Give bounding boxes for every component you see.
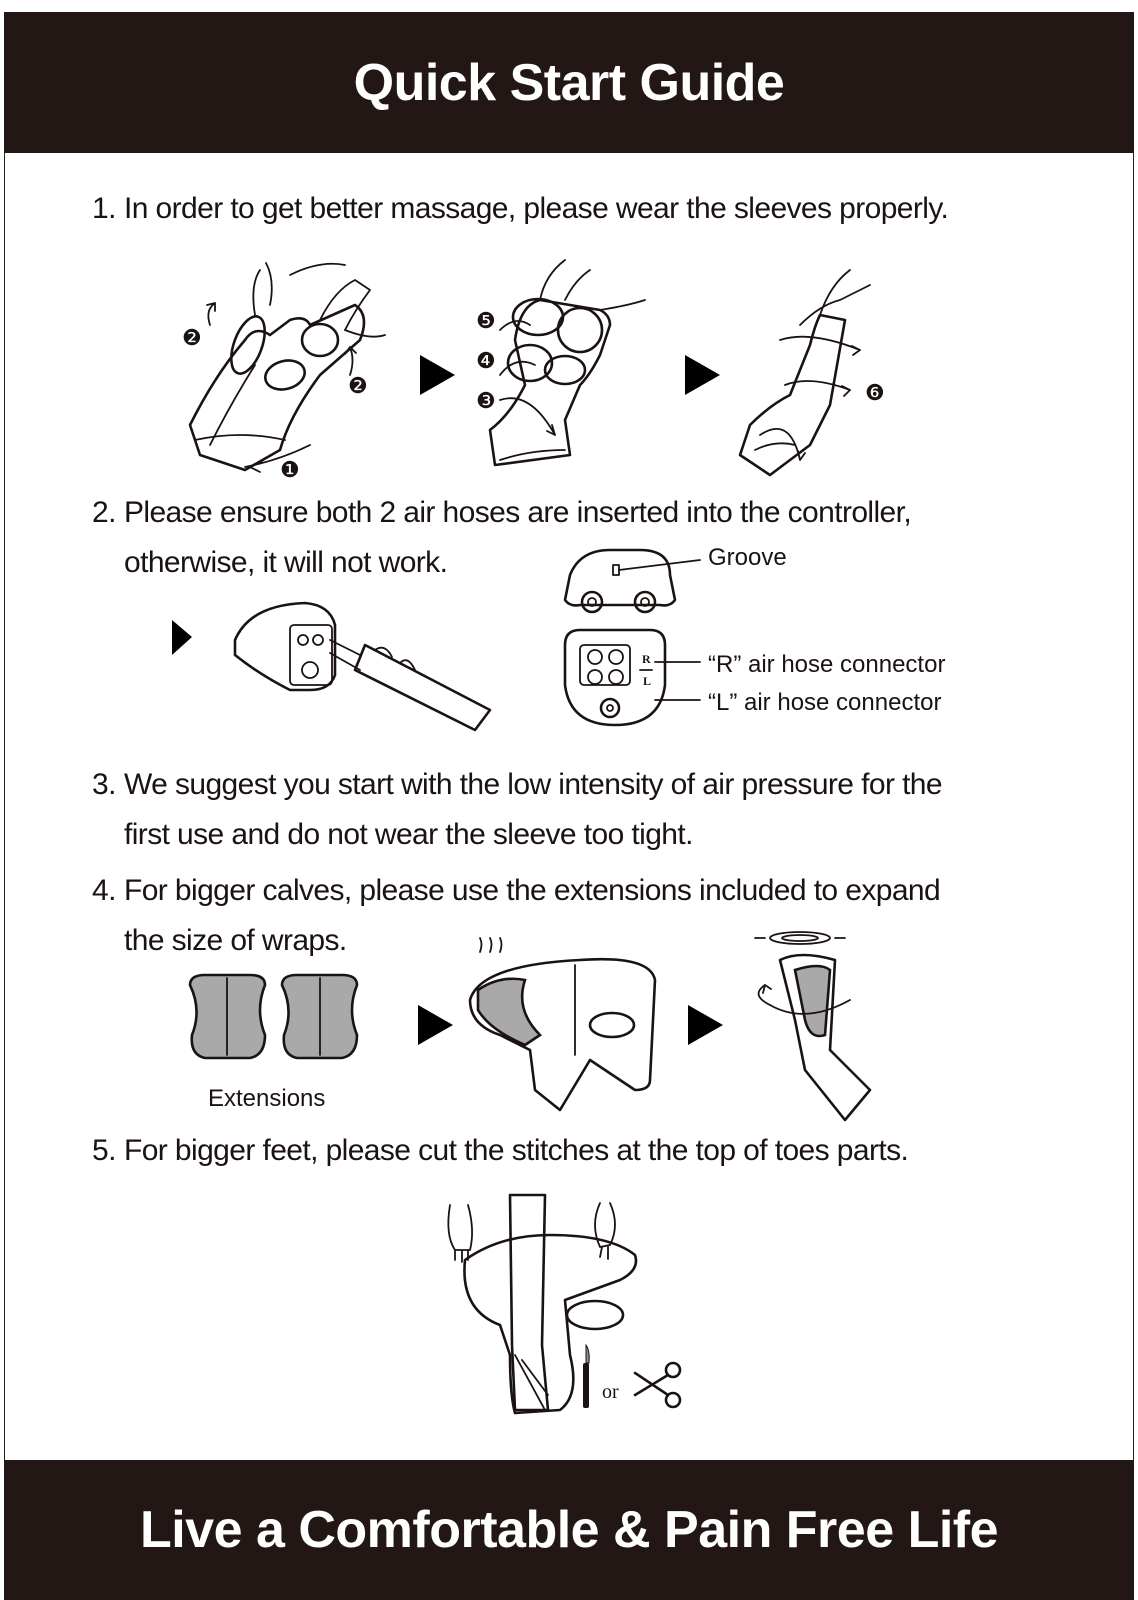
knife-icon (583, 1345, 589, 1408)
r-connector-label: “R” air hose connector (708, 651, 946, 678)
step-1 (92, 184, 948, 234)
step-number: 1. (92, 192, 116, 225)
port-letter-l: L (643, 674, 652, 688)
marker-3: ❸ (476, 388, 496, 413)
step-text: Please ensure both 2 air hoses are inserted into the controller, (124, 496, 912, 529)
figure-cut-stitches (440, 1195, 700, 1445)
figure-extensions (180, 940, 900, 1140)
sleeve-worn-extended-illustration (755, 932, 870, 1120)
step-3 (92, 760, 942, 860)
marker-5: ❺ (476, 308, 496, 333)
sleeve-with-extension-illustration (470, 938, 655, 1110)
arrow-right-icon (688, 1005, 723, 1045)
marker-4: ❹ (476, 348, 496, 373)
step-text-continued: otherwise, it will not work. (124, 546, 448, 579)
step-text-continued: first use and do not wear the sleeve too tight. (124, 818, 693, 851)
sleeve-open-illustration (190, 263, 385, 472)
step-number: 3. (92, 768, 116, 801)
sleeve-worn-illustration (740, 270, 870, 475)
arrow-right-icon (685, 355, 720, 395)
or-label: or (602, 1381, 619, 1403)
controller-with-hoses-illustration (235, 603, 490, 730)
scissors-icon (635, 1363, 680, 1407)
step-text: In order to get better massage, please wear the sleeves properly. (124, 192, 949, 225)
marker-2-right: ❷ (348, 373, 368, 398)
marker-6: ❻ (865, 380, 885, 405)
step-text-continued: the size of wraps. (124, 924, 347, 957)
figure-hose-connection (170, 545, 990, 745)
extension-pads-illustration (190, 975, 357, 1058)
figure-wear-sleeves (170, 245, 910, 485)
marker-1: ❶ (280, 457, 300, 482)
header-banner (4, 12, 1134, 153)
l-connector-label: “L” air hose connector (708, 689, 942, 716)
sleeve-wrapping-illustration (490, 260, 645, 465)
step-text: For bigger feet, please cut the stitches at the top of toes parts. (124, 1134, 909, 1167)
step-5 (92, 1126, 908, 1176)
controller-top-view-illustration (565, 550, 700, 612)
footer-banner (4, 1460, 1134, 1600)
step-number: 4. (92, 874, 116, 907)
arrow-right-icon (172, 620, 192, 655)
port-letter-r: R (642, 652, 651, 666)
page-title: Quick Start Guide (353, 53, 785, 112)
groove-label: Groove (708, 544, 787, 571)
step-number: 5. (92, 1134, 116, 1167)
step-text: For bigger calves, please use the extensions included to expand (124, 874, 941, 907)
marker-2-left: ❷ (182, 325, 202, 350)
extensions-label: Extensions (208, 1085, 326, 1112)
step-number: 2. (92, 496, 116, 529)
footer-slogan: Live a Comfortable & Pain Free Life (139, 1501, 999, 1559)
arrow-right-icon (418, 1005, 453, 1045)
arrow-right-icon (420, 355, 455, 395)
controller-ports-illustration (565, 630, 700, 725)
step-text: We suggest you start with the low intensity of air pressure for the (124, 768, 942, 801)
